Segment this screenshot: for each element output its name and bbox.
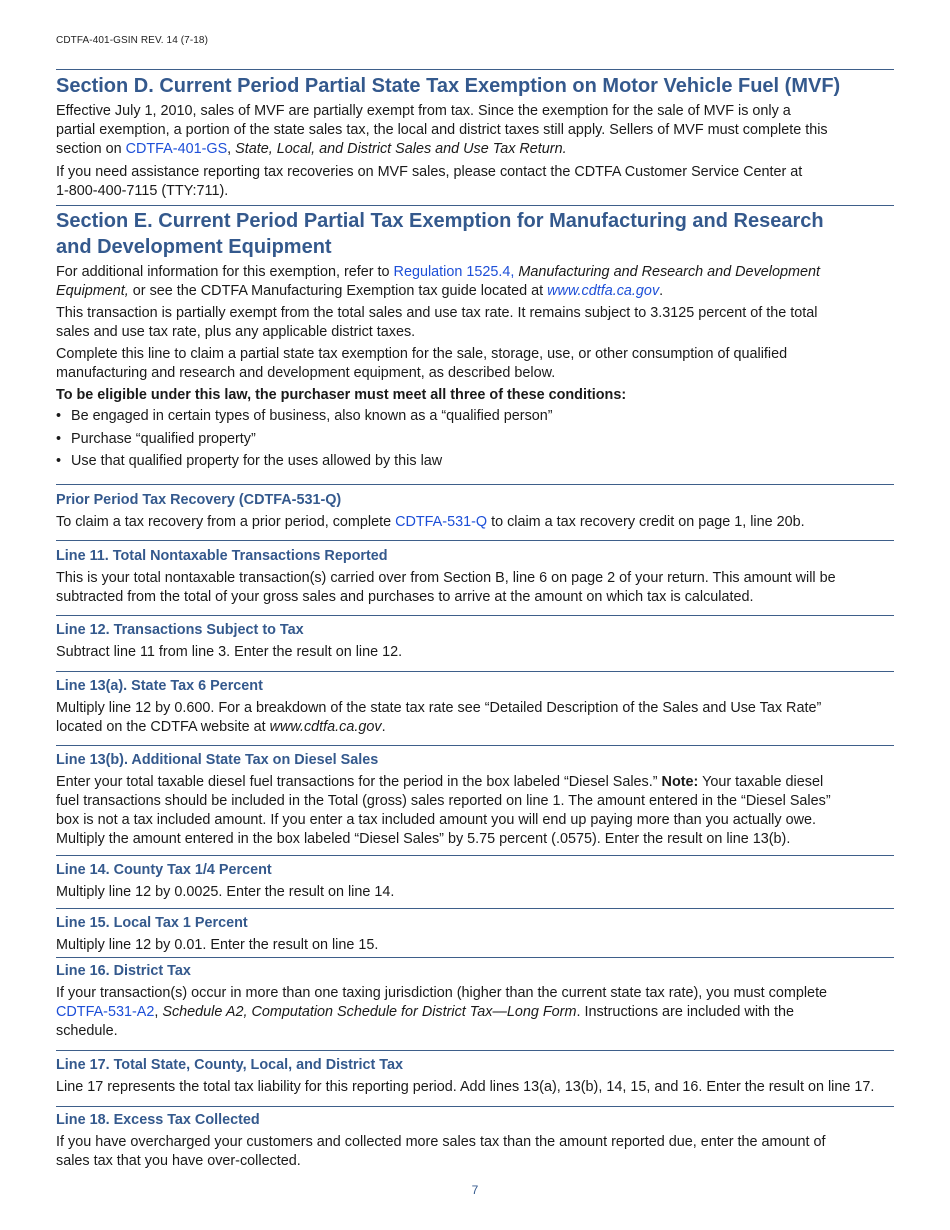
line-16-title: Line 16. District Tax <box>56 963 191 979</box>
line-17-text: Line 17 represents the total tax liability for this reporting period. Add lines 13(a), 13(b), 14, 15, and 16. Enter the result on line 17. <box>56 1079 875 1095</box>
line-15-text: Multiply line 12 by 0.01. Enter the result on line 15. <box>56 937 379 953</box>
eligibility-heading: To be eligible under this law, the purchaser must meet all three of these conditions: <box>56 387 627 403</box>
section-divider <box>56 855 894 856</box>
prior-period-title: Prior Period Tax Recovery (CDTFA-531-Q) <box>56 492 342 508</box>
line-13b-section <box>56 751 894 849</box>
section-divider <box>56 745 894 746</box>
prior-period-text: To claim a tax recovery from a prior period, complete CDTFA-531-Q to claim a tax recovery credit on page 1, line 20b. <box>56 514 805 530</box>
section-e-paragraph-1: For additional information for this exemption, refer to Regulation 1525.4, Manufacturing and Research and Development Equipment, or see the CDTFA Manufacturing Exemption tax guide located at www.cdtfa.ca.gov. <box>56 264 820 299</box>
eligibility-conditions-list <box>56 405 894 473</box>
section-e-title: Section E. Current Period Partial Tax Exemption for Manufacturing and Research and Development Equipment <box>56 210 824 258</box>
section-divider <box>56 957 894 958</box>
form-revision-id: CDTFA-401-GSIN REV. 14 (7-18) <box>56 35 209 46</box>
regulation-1525-4-link[interactable]: Regulation 1525.4 <box>393 264 511 280</box>
section-d-title: Section D. Current Period Partial State Tax Exemption on Motor Vehicle Fuel (MVF) <box>56 75 841 97</box>
section-divider <box>56 1050 894 1051</box>
section-d-paragraph-1: Effective July 1, 2010, sales of MVF are partially exempt from tax. Since the exemption for the sale of MVF is only a partial exemption, a portion of the state sales tax, the local and district taxes still apply. Sellers of MVF must complete this section on CDTFA-401-GS, State, Local, and District Sales and Use Tax Return. <box>56 103 828 157</box>
section-e-paragraph-3: Complete this line to claim a partial state tax exemption for the sale, storage, use, or other consumption of qualified manufacturing and research and development equipment, as described below. <box>56 346 788 381</box>
cdtfa-531-q-link[interactable]: CDTFA-531-Q <box>395 514 488 530</box>
line-16-text: If your transaction(s) occur in more than one taxing jurisdiction (higher than the current state tax rate), you must complete CDTFA-531-A2, Schedule A2, Computation Schedule for District Tax—Long Form. Instructions are included with the schedule. <box>56 985 828 1039</box>
section-e <box>56 208 894 473</box>
line-12-section <box>56 621 894 662</box>
section-divider <box>56 69 894 70</box>
line-12-title: Line 12. Transactions Subject to Tax <box>56 622 304 638</box>
page-number: 7 <box>471 1183 479 1197</box>
line-18-title: Line 18. Excess Tax Collected <box>56 1112 260 1128</box>
line-11-text: This is your total nontaxable transaction(s) carried over from Section B, line 6 on page 2 of your return. This amount will be subtracted from the total of your gross sales and purchases to arrive at the amount on which tax is calculated. <box>56 570 836 605</box>
line-13b-title: Line 13(b). Additional State Tax on Diesel Sales <box>56 752 379 768</box>
prior-period-section <box>56 491 894 532</box>
line-11-title: Line 11. Total Nontaxable Transactions Reported <box>56 548 388 564</box>
line-16-section <box>56 962 894 1041</box>
cdtfa-401-gs-link[interactable]: CDTFA-401-GS <box>125 141 228 157</box>
line-18-section <box>56 1111 894 1171</box>
list-item: • Use that qualified property for the uses allowed by this law <box>56 453 443 469</box>
line-15-title: Line 15. Local Tax 1 Percent <box>56 915 248 931</box>
line-17-section <box>56 1056 894 1097</box>
list-item: • Be engaged in certain types of business, also known as a “qualified person” <box>56 408 553 424</box>
section-divider <box>56 1106 894 1107</box>
section-divider <box>56 205 894 206</box>
list-item: • Purchase “qualified property” <box>56 430 256 447</box>
section-d-paragraph-2: If you need assistance reporting tax recoveries on MVF sales, please contact the CDTFA Customer Service Center at 1-800-400-7115 (TTY:711). <box>56 164 803 199</box>
cdtfa-website-link[interactable]: www.cdtfa.ca.gov <box>547 283 660 299</box>
line-15-section <box>56 914 894 955</box>
section-e-paragraph-2: This transaction is partially exempt from the total sales and use tax rate. It remains subject to 3.3125 percent of the total sales and use tax rate, plus any applicable district taxes. <box>56 305 818 340</box>
line-11-section <box>56 547 894 607</box>
line-13b-text: Enter your total taxable diesel fuel transactions for the period in the box labeled “Diesel Sales.” Note: Your taxable diesel fuel transactions should be included in the Total (gross) sales reported on line 1. The amount entered in the “Diesel Sales” box is not a tax included amount. If you enter a tax included amount you will end up paying more than you actually owe. Multiply the amount entered in the box labeled “Diesel Sales” by 5.75 percent (.0575). Enter the result on line 13(b). <box>56 774 831 847</box>
line-13a-section <box>56 677 894 737</box>
line-13a-title: Line 13(a). State Tax 6 Percent <box>56 678 263 694</box>
line-17-title: Line 17. Total State, County, Local, and District Tax <box>56 1057 404 1073</box>
line-13a-text: Multiply line 12 by 0.600. For a breakdown of the state tax rate see “Detailed Description of the Sales and Use Tax Rate” located on the CDTFA website at www.cdtfa.ca.gov. <box>56 700 822 735</box>
section-d <box>56 73 894 201</box>
cdtfa-531-a2-link[interactable]: CDTFA-531-A2 <box>56 1004 155 1020</box>
line-14-title: Line 14. County Tax 1/4 Percent <box>56 862 272 878</box>
line-14-section <box>56 861 894 902</box>
section-divider <box>56 484 894 485</box>
section-divider <box>56 615 894 616</box>
line-14-text: Multiply line 12 by 0.0025. Enter the result on line 14. <box>56 884 395 900</box>
line-12-text: Subtract line 11 from line 3. Enter the result on line 12. <box>56 644 403 660</box>
section-divider <box>56 908 894 909</box>
section-divider <box>56 540 894 541</box>
line-18-text: If you have overcharged your customers and collected more sales tax than the amount reported due, enter the amount of sales tax that you have over-collected. <box>56 1134 826 1169</box>
section-divider <box>56 671 894 672</box>
